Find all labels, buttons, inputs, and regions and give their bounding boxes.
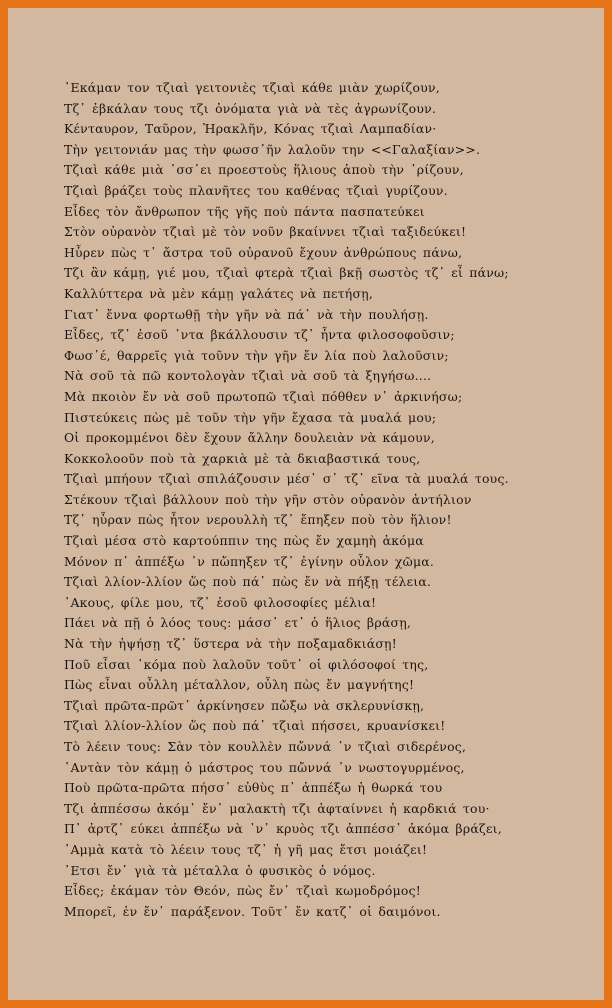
poem-line: Πάει νὰ πῇ ὁ λόος τους: μάσσ᾽ ετ᾽ ὁ ἥλιος βράσῃ,: [64, 615, 412, 631]
poem-line: Στὸν οὐρανὸν τζιαὶ μὲ τὸν νοῦν βκαίννει τζιαὶ ταξιδεύκει!: [64, 224, 467, 240]
poem-line: Μὰ πκοιὸν ἔν νὰ σοῦ πρωτοπῶ τζιαὶ πόθθεν ν᾽ ἀρκινήσω;: [64, 388, 463, 404]
poem-line: Τζ᾽ ἐβκάλαν τους τζι ὀνόματα γιὰ νὰ τὲς ἀγρωνίζουν.: [64, 100, 437, 116]
poem-line: Νὰ σοῦ τὰ πῶ κοντολογὰν τζιαὶ νὰ σοῦ τὰ ξηγήσω....: [64, 368, 432, 384]
poem-line: Τζιαὶ βράζει τοὺς πλανῆτες του καθένας τζιαὶ γυρίζουν.: [64, 182, 448, 198]
poem-line: ᾽Αμμὰ κατὰ τὸ λέειν τους τζ᾽ ἡ γῆ μας ἔτσι μοιάζει!: [64, 841, 428, 857]
poem-line: Τζιαὶ λλίον-λλίον ὥς ποὺ πά᾽ πὼς ἔν νὰ πήξῃ τέλεια.: [64, 574, 432, 590]
poem-line: Τὸ λέειν τους: Σὰν τὸν κουλλὲν πὤννά ᾽ν τζιαὶ σιδερένος,: [64, 739, 467, 754]
poem-line: Τζι ἀππέσσω ἀκόμ᾽ ἔν᾽ μαλακτὴ τζι ἀφταίννει ἡ καρδκιά του·: [64, 800, 490, 816]
poem-line: Εἶδες τὸν ἄνθρωπον τῆς γῆς ποὺ πάντα πασπατεύκει: [64, 203, 425, 219]
poem-line: Ηὗρεν πὼς τ᾽ ἄστρα τοῦ οὐρανοῦ ἔχουν ἀνθρώπους πάνω,: [64, 244, 463, 260]
poem-line: Τζιαὶ λλίον-λλίον ὥς ποὺ πά᾽ τζιαὶ πήσσει, κρυανίσκει!: [64, 718, 446, 734]
poem-line: Οἱ προκομμένοι δὲν ἔχουν ἄλλην δουλειὰν νὰ κάμουν,: [64, 430, 435, 446]
poem-line: Πιστεύκεις πὼς μὲ τοῦν τὴν γῆν ἔχασα τὰ μυαλά μου;: [64, 409, 437, 425]
poem-line: Κένταυρον, Ταῦρον, Ἡρακλῆν, Κόνας τζιαὶ Λαμπαδίαν·: [64, 121, 437, 137]
poem-line: Νὰ τὴν ἡψήσῃ τζ᾽ ὕστερα νὰ τὴν ποξαμαδκιάσῃ!: [64, 636, 397, 652]
poem-line: Μόνον π᾽ ἀππέξω ᾽ν πὤπηξεν τζ᾽ ἐγίνην οὗλον χῶμα.: [64, 553, 435, 569]
poem-line: Εἶδες, τζ᾽ ἐσοῦ ᾽ντα βκάλλουσιν τζ᾽ ἦντα φιλοσοφοῦσιν;: [64, 327, 455, 343]
poem-line: ᾽Ετσι ἔν᾽ γιὰ τὰ μέταλλα ὁ φυσικὸς ὁ νόμος.: [64, 862, 376, 878]
poem-line: Κοκκολοοῦν ποὺ τὰ χαρκιὰ μὲ τὰ δκιαβαστικά τους,: [64, 450, 421, 466]
poem-line: Πὼς εἶναι οὖλλη μέταλλον, οὖλη πὼς ἔν μαγνήτης!: [64, 677, 415, 693]
poem-line: Εἶδες; ἐκάμαν τὸν Θεόν, πὼς ἔν᾽ τζιαὶ κωμοδρόμος!: [64, 883, 421, 899]
poem-line: Π᾽ ἀρτζ᾽ εύκει ἀππέξω νὰ ᾽ν᾽ κρυὸς τζι ἀππέσσ᾽ ἀκόμα βράζει,: [64, 821, 502, 837]
poem-line: Στέκουν τζιαὶ βάλλουν ποὺ τὴν γῆν στὸν οὐρανὸν ἀντήλιον: [64, 491, 472, 507]
poem-line: Τζιαὶ κάθε μιὰ ᾽σσ᾽ει προεστοὺς ἥλιους ἀποὺ τὴν ῾ρίζουν,: [64, 162, 464, 178]
poem-line: Μπορεῖ, ἐν ἔν᾽ παράξενον. Τοῦτ᾽ ἔν κατζ᾽ οἱ δαιμόνοι.: [64, 903, 441, 919]
poem-line: Τὴν γειτονιάν μας τὴν φωσσ᾽ῆν λαλοῦν την <<Γαλαξίαν>>.: [64, 141, 481, 157]
poem-line: Τζιαὶ μπήουν τζιαὶ σπιλάζουσιν μέσ᾽ σ᾽ τζ᾽ εῖνα τὰ μυαλά τους.: [64, 471, 509, 487]
poem-line: Καλλύττερα νὰ μὲν κάμῃ γαλάτες νὰ πετήσῃ,: [64, 285, 374, 301]
poem-line: Γιατ᾽ ἔννα φορτωθῇ τὴν γῆν νὰ πά᾽ νὰ τὴν πουλήσῃ.: [64, 306, 429, 322]
poem-text: [64, 78, 594, 922]
poem-line: ᾽Εκάμαν τον τζιαὶ γειτονιὲς τζιαὶ κάθε μιὰν χωρίζουν,: [64, 80, 440, 95]
poem-line: Ποὺ πρῶτα-πρῶτα πήσσ᾽ εὐθὺς π᾽ ἀππέξω ἡ θωρκά του: [64, 780, 443, 796]
poem-line: Τζιαὶ πρῶτα-πρῶτ᾽ ἀρκίνησεν πὤξω νὰ σκλερυνίσκῃ,: [64, 697, 425, 713]
poem-line: Ποῦ εἶσαι ᾽κόμα ποὺ λαλοῦν τοῦτ᾽ οἱ φιλόσοφοί της,: [64, 656, 429, 672]
poem-line: Τζι ἂν κάμῃ, γιέ μου, τζιαὶ φτερὰ τζιαὶ βκῇ σωστὸς τζ᾽ εἶ πάνω;: [64, 265, 509, 281]
poem-line: Φωσ᾽έ, θαρρεῖς γιὰ τοῦνν τὴν γῆν ἔν λία ποὺ λαλοῦσιν;: [64, 347, 449, 363]
poem-line: ῾Αντὰν τὸν κάμῃ ὁ μάστρος του πὤννά ᾽ν νωστογυρμένος,: [64, 759, 465, 775]
poem-line: ᾽Ακους, φίλε μου, τζ᾽ ἐσοῦ φιλοσοφίες μέλια!: [64, 594, 377, 610]
poem-line: Τζιαὶ μέσα στὸ καρτούππιν της πὼς ἔν χαμηὴ ἀκόμα: [64, 533, 424, 549]
poem-line: Τζ᾽ ηὗραν πὼς ἦτον νερουλλὴ τζ᾽ ἔπηξεν ποὺ τὸν ἥλιον!: [64, 512, 452, 528]
